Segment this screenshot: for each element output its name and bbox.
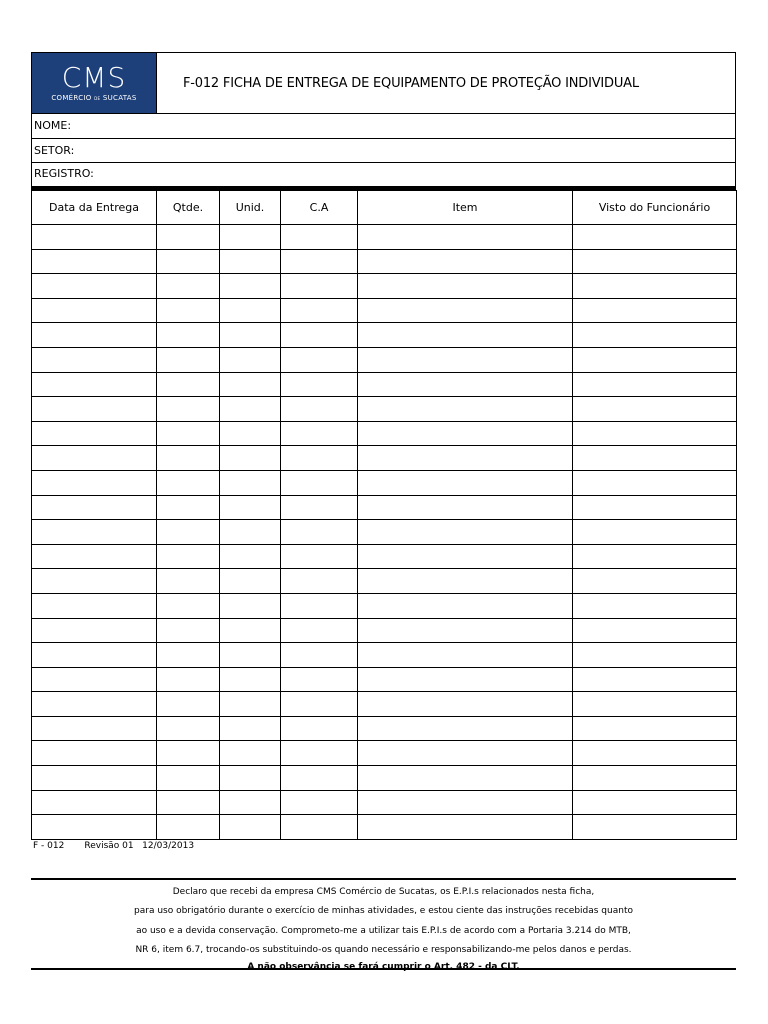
table-cell[interactable]	[281, 323, 358, 348]
company-logo	[32, 53, 157, 113]
table-cell[interactable]	[32, 593, 157, 618]
logo-sub-right: SUCATAS	[102, 94, 137, 102]
table-cell[interactable]	[220, 667, 281, 692]
table-cell[interactable]	[220, 323, 281, 348]
field-setor-label: SETOR:	[34, 143, 75, 157]
table-cell[interactable]	[220, 347, 281, 372]
table-cell[interactable]	[358, 225, 573, 250]
table-cell[interactable]	[358, 249, 573, 274]
table-cell[interactable]	[281, 347, 358, 372]
table-cell[interactable]	[573, 618, 737, 643]
declaration-line-3: ao uso e a devida conservação. Comprometo-me a utilizar tais E.P.I.s de acordo com a Portaria 3.214 do MTB,	[136, 925, 631, 936]
table-cell[interactable]	[281, 766, 358, 791]
table-cell[interactable]	[573, 446, 737, 471]
logo-text: CMS	[61, 61, 127, 94]
table-cell[interactable]	[32, 323, 157, 348]
table-cell[interactable]	[157, 692, 220, 717]
table-cell[interactable]	[157, 495, 220, 520]
table-cell[interactable]	[220, 421, 281, 446]
table-cell[interactable]	[358, 569, 573, 594]
table-cell[interactable]	[281, 643, 358, 668]
table-body	[32, 225, 737, 840]
table-row	[32, 593, 737, 618]
table-cell[interactable]	[358, 593, 573, 618]
field-registro[interactable]	[31, 163, 736, 190]
table-row	[32, 815, 737, 840]
table-row	[32, 397, 737, 422]
table-cell[interactable]	[32, 569, 157, 594]
table-cell[interactable]	[573, 569, 737, 594]
table-cell[interactable]	[573, 815, 737, 840]
table-cell[interactable]	[157, 470, 220, 495]
table-cell[interactable]	[573, 520, 737, 545]
table-cell[interactable]	[32, 544, 157, 569]
declaration-block	[31, 878, 736, 973]
declaration-line-4: NR 6, item 6.7, trocando-os substituindo-os quando necessário e responsabilizando-me pelos danos e perdas.	[135, 944, 632, 955]
form-header	[31, 52, 736, 114]
table-cell[interactable]	[157, 593, 220, 618]
table-cell[interactable]	[157, 397, 220, 422]
table-cell[interactable]	[220, 716, 281, 741]
table-cell[interactable]	[220, 569, 281, 594]
table-cell[interactable]	[573, 692, 737, 717]
table-cell[interactable]	[573, 544, 737, 569]
table-cell[interactable]	[220, 298, 281, 323]
table-cell[interactable]	[220, 544, 281, 569]
table-cell[interactable]	[358, 421, 573, 446]
table-cell[interactable]	[32, 470, 157, 495]
col-header-ca: C.A	[281, 191, 358, 225]
table-cell[interactable]	[157, 298, 220, 323]
table-cell[interactable]	[220, 815, 281, 840]
table-cell[interactable]	[32, 397, 157, 422]
table-row	[32, 569, 737, 594]
table-cell[interactable]	[220, 470, 281, 495]
table-row	[32, 446, 737, 471]
table-row	[32, 544, 737, 569]
table-cell[interactable]	[157, 446, 220, 471]
table-cell[interactable]	[358, 667, 573, 692]
table-row	[32, 790, 737, 815]
table-cell[interactable]	[573, 298, 737, 323]
table-cell[interactable]	[32, 815, 157, 840]
declaration-line-2: para uso obrigatório durante o exercício de minhas atividades, e estou ciente das instruções recebidas quanto	[134, 906, 633, 917]
table-row	[32, 225, 737, 250]
table-cell[interactable]	[157, 274, 220, 299]
table-cell[interactable]	[32, 766, 157, 791]
table-cell[interactable]	[157, 249, 220, 274]
table-cell[interactable]	[157, 643, 220, 668]
table-cell[interactable]	[358, 274, 573, 299]
table-cell[interactable]	[281, 397, 358, 422]
logo-subtitle	[51, 94, 136, 102]
table-cell[interactable]	[157, 790, 220, 815]
table-cell[interactable]	[220, 225, 281, 250]
table-cell[interactable]	[573, 397, 737, 422]
table-row	[32, 643, 737, 668]
table-cell[interactable]	[281, 298, 358, 323]
table-cell[interactable]	[157, 372, 220, 397]
table-cell[interactable]	[358, 495, 573, 520]
table-row	[32, 298, 737, 323]
table-row	[32, 249, 737, 274]
table-cell[interactable]	[220, 692, 281, 717]
table-cell[interactable]	[573, 421, 737, 446]
table-cell[interactable]	[157, 544, 220, 569]
table-cell[interactable]	[573, 249, 737, 274]
table-cell[interactable]	[573, 495, 737, 520]
table-row	[32, 347, 737, 372]
table-cell[interactable]	[220, 643, 281, 668]
table-cell[interactable]	[281, 274, 358, 299]
table-cell[interactable]	[573, 274, 737, 299]
col-header-data: Data da Entrega	[32, 191, 157, 225]
table-cell[interactable]	[32, 298, 157, 323]
table-cell[interactable]	[220, 249, 281, 274]
form-title: F-012 FICHA DE ENTREGA DE EQUIPAMENTO DE PROTEÇÃO INDIVIDUAL	[183, 75, 639, 91]
table-cell[interactable]	[358, 446, 573, 471]
table-cell[interactable]	[358, 692, 573, 717]
table-cell[interactable]	[281, 544, 358, 569]
table-cell[interactable]	[358, 790, 573, 815]
table-cell[interactable]	[358, 347, 573, 372]
table-cell[interactable]	[358, 618, 573, 643]
table-cell[interactable]	[281, 667, 358, 692]
table-cell[interactable]	[281, 520, 358, 545]
table-cell[interactable]	[32, 225, 157, 250]
table-cell[interactable]	[32, 716, 157, 741]
table-cell[interactable]	[220, 766, 281, 791]
table-cell[interactable]	[157, 569, 220, 594]
table-cell[interactable]	[281, 716, 358, 741]
table-cell[interactable]	[32, 618, 157, 643]
table-cell[interactable]	[358, 520, 573, 545]
table-cell[interactable]	[32, 520, 157, 545]
table-cell[interactable]	[573, 741, 737, 766]
table-cell[interactable]	[281, 470, 358, 495]
field-registro-label: REGISTRO:	[34, 167, 94, 180]
table-cell[interactable]	[157, 667, 220, 692]
table-cell[interactable]	[573, 716, 737, 741]
table-row	[32, 766, 737, 791]
table-cell[interactable]	[220, 274, 281, 299]
table-row	[32, 692, 737, 717]
table-cell[interactable]	[573, 225, 737, 250]
table-row	[32, 716, 737, 741]
logo-sub-left: COMÉRCIO	[51, 94, 92, 102]
table-cell[interactable]	[281, 741, 358, 766]
table-cell[interactable]	[281, 372, 358, 397]
table-row	[32, 470, 737, 495]
declaration-clt-notice: A não observância se fará cumprir o Art. 482 - da CLT.	[247, 962, 520, 973]
epi-form	[31, 52, 736, 840]
table-cell[interactable]	[358, 372, 573, 397]
delivery-table	[31, 190, 737, 840]
table-cell[interactable]	[573, 323, 737, 348]
table-cell[interactable]	[220, 372, 281, 397]
table-cell[interactable]	[157, 225, 220, 250]
table-row	[32, 667, 737, 692]
revision-info: F - 012 Revisão 01 12/03/2013	[33, 841, 195, 851]
table-cell[interactable]	[32, 741, 157, 766]
table-cell[interactable]	[157, 741, 220, 766]
table-cell[interactable]	[32, 372, 157, 397]
table-cell[interactable]	[220, 495, 281, 520]
table-cell[interactable]	[32, 347, 157, 372]
table-cell[interactable]	[573, 593, 737, 618]
table-cell[interactable]	[220, 618, 281, 643]
table-row	[32, 495, 737, 520]
table-cell[interactable]	[32, 421, 157, 446]
logo-sub-mid: DE	[94, 96, 101, 101]
table-cell[interactable]	[573, 790, 737, 815]
col-header-visto: Visto do Funcionário	[573, 191, 737, 225]
table-cell[interactable]	[220, 446, 281, 471]
table-cell[interactable]	[358, 766, 573, 791]
table-cell[interactable]	[220, 520, 281, 545]
table-cell[interactable]	[573, 766, 737, 791]
col-header-unid: Unid.	[220, 191, 281, 225]
table-row	[32, 618, 737, 643]
table-cell[interactable]	[358, 643, 573, 668]
table-cell[interactable]	[358, 544, 573, 569]
col-header-item: Item	[358, 191, 573, 225]
declaration-line-1: Declaro que recebi da empresa CMS Comércio de Sucatas, os E.P.I.s relacionados nesta ficha,	[172, 887, 595, 897]
table-cell[interactable]	[32, 667, 157, 692]
table-cell[interactable]	[281, 593, 358, 618]
table-cell[interactable]	[358, 397, 573, 422]
table-row	[32, 274, 737, 299]
table-row	[32, 520, 737, 545]
table-cell[interactable]	[281, 495, 358, 520]
table-cell[interactable]	[573, 643, 737, 668]
table-cell[interactable]	[32, 446, 157, 471]
table-cell[interactable]	[220, 593, 281, 618]
table-cell[interactable]	[220, 741, 281, 766]
table-cell[interactable]	[32, 790, 157, 815]
table-cell[interactable]	[157, 421, 220, 446]
table-cell[interactable]	[32, 692, 157, 717]
table-cell[interactable]	[358, 470, 573, 495]
table-cell[interactable]	[157, 520, 220, 545]
table-cell[interactable]	[358, 815, 573, 840]
table-row	[32, 372, 737, 397]
table-cell[interactable]	[281, 421, 358, 446]
field-nome-label: NOME:	[34, 119, 72, 132]
table-cell[interactable]	[157, 716, 220, 741]
table-cell[interactable]	[281, 249, 358, 274]
table-cell[interactable]	[157, 323, 220, 348]
table-cell[interactable]	[358, 323, 573, 348]
table-cell[interactable]	[157, 347, 220, 372]
table-cell[interactable]	[220, 397, 281, 422]
table-cell[interactable]	[157, 815, 220, 840]
table-row	[32, 421, 737, 446]
table-cell[interactable]	[281, 446, 358, 471]
table-cell[interactable]	[157, 766, 220, 791]
table-cell[interactable]	[281, 815, 358, 840]
table-cell[interactable]	[220, 790, 281, 815]
table-row	[32, 323, 737, 348]
table-cell[interactable]	[358, 298, 573, 323]
col-header-qtde: Qtde.	[157, 191, 220, 225]
table-row	[32, 741, 737, 766]
table-cell[interactable]	[32, 495, 157, 520]
table-cell[interactable]	[573, 372, 737, 397]
table-cell[interactable]	[32, 249, 157, 274]
table-cell[interactable]	[281, 225, 358, 250]
table-cell[interactable]	[358, 716, 573, 741]
table-cell[interactable]	[573, 470, 737, 495]
table-cell[interactable]	[281, 618, 358, 643]
table-cell[interactable]	[281, 569, 358, 594]
table-cell[interactable]	[157, 618, 220, 643]
field-nome[interactable]	[31, 114, 736, 139]
table-cell[interactable]	[358, 741, 573, 766]
table-header-row	[32, 191, 737, 225]
table-cell[interactable]	[281, 790, 358, 815]
table-cell[interactable]	[281, 692, 358, 717]
field-setor[interactable]	[31, 139, 736, 164]
table-cell[interactable]	[573, 347, 737, 372]
table-cell[interactable]	[32, 643, 157, 668]
table-cell[interactable]	[573, 667, 737, 692]
table-cell[interactable]	[32, 274, 157, 299]
